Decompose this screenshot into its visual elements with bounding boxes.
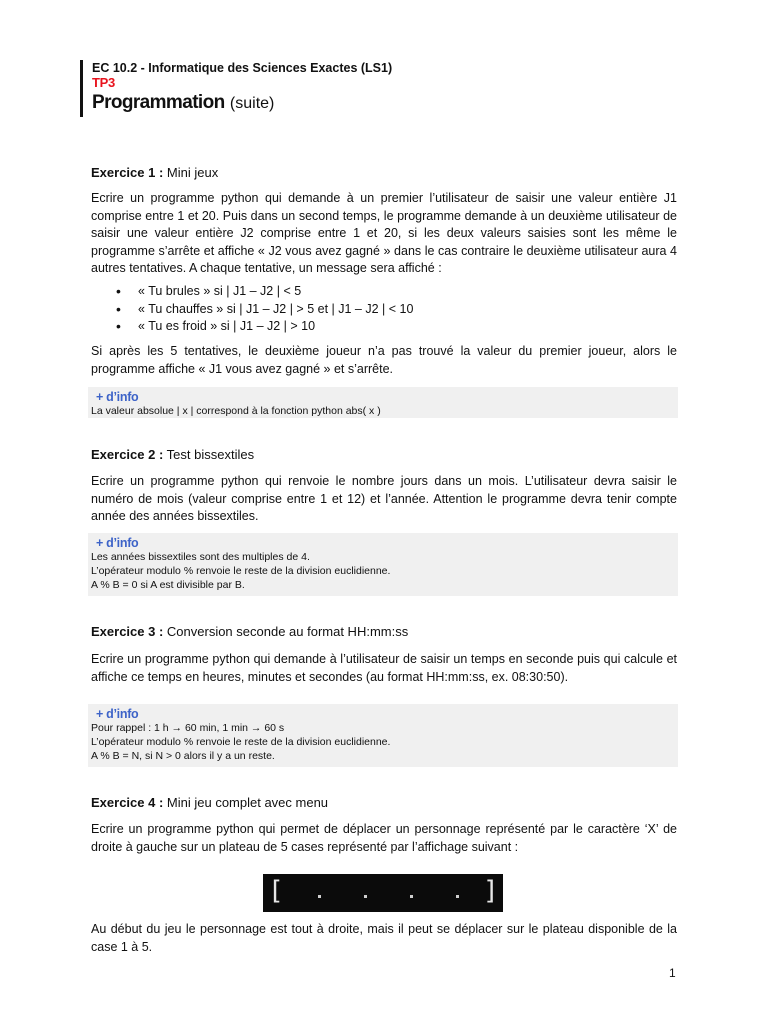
info-line: L’opérateur modulo % renvoie le reste de la division euclidienne.: [91, 736, 391, 748]
board-cell-dot: [410, 895, 413, 898]
info-line: Pour rappel : 1 h → 60 min, 1 min → 60 s: [91, 722, 285, 734]
exercise-1-paragraph-2: Si après les 5 tentatives, le deuxième joueur n’a pas trouvé la valeur du premier joueur, alors le programme affiche « J1 vous avez gagné » et s’arrête.: [91, 344, 677, 376]
exercise-2-label: Exercice 2 :: [91, 447, 164, 462]
info-line: La valeur absolue | x | correspond à la fonction python abs( x ): [91, 405, 381, 417]
info-title: + d’info: [96, 536, 139, 550]
exercise-4-heading: [91, 795, 328, 811]
exercise-4-label: Exercice 4 :: [91, 795, 164, 810]
exercise-1-bullet-list: [91, 283, 677, 336]
page-number: 1: [669, 966, 676, 980]
board-close-bracket: ]: [483, 876, 499, 906]
course-title: EC 10.2 - Informatique des Sciences Exactes (LS1): [92, 61, 393, 75]
info-title: + d’info: [96, 390, 139, 404]
board-open-bracket: [: [268, 876, 284, 906]
game-board-image: [263, 874, 503, 912]
exercise-1-label: Exercice 1 :: [91, 165, 164, 180]
exercise-3-heading: [91, 624, 408, 640]
exercise-1-name: Mini jeux: [166, 165, 219, 180]
exercise-1-paragraph-1: Ecrire un programme python qui demande à un premier l’utilisateur de saisir une valeur entière J1 comprise entre 1 et 20. Puis dans un second temps, le programme demande à un deuxième utilisateur de saisir une valeur entière J2 comprise entre 1 et 20, si les deux valeurs saisies sont les même le programme s’arrête et affiche « J2 vous avez gagné » dans le cas contraire le deuxième utilisateur aura 4 autres tentatives. A chaque tentative, un message sera affiché :: [91, 191, 677, 275]
exercise-1-info-box: [88, 387, 678, 418]
title-suffix: (suite): [229, 95, 275, 112]
exercise-2-name: Test bissextiles: [166, 447, 255, 462]
info-line: Les années bissextiles sont des multiples de 4.: [91, 551, 310, 563]
exercise-1-heading: [91, 165, 218, 181]
page-title: [92, 90, 392, 117]
title-main: Programmation: [92, 92, 225, 113]
board-cell-dot: [318, 895, 321, 898]
list-item: • « Tu chauffes » si | J1 – J2 | > 5 et | J1 – J2 | < 10: [91, 301, 677, 319]
info-line: A % B = 0 si A est divisible par B.: [91, 579, 245, 591]
board-cell-dot: [456, 895, 459, 898]
exercise-4-name: Mini jeu complet avec menu: [166, 795, 329, 810]
list-item: • « Tu brules » si | J1 – J2 | < 5: [91, 283, 677, 301]
exercise-3-name: Conversion seconde au format HH:mm:ss: [166, 624, 409, 639]
exercise-3-info-box: [88, 704, 678, 767]
document-header: [80, 60, 392, 117]
exercise-2-heading: [91, 447, 254, 463]
info-line: L’opérateur modulo % renvoie le reste de la division euclidienne.: [91, 565, 391, 577]
tp-label: TP3: [92, 75, 115, 90]
exercise-3-paragraph-1: Ecrire un programme python qui demande à l’utilisateur de saisir un temps en seconde puis qui calcule et affiche ce temps en heures, minutes et secondes (au format HH:mm:ss, ex. 08:30:50).: [91, 652, 677, 684]
info-title: + d’info: [96, 707, 139, 721]
list-item: • « Tu es froid » si | J1 – J2 | > 10: [91, 318, 677, 336]
board-cell-dot: [364, 895, 367, 898]
info-line: A % B = N, si N > 0 alors il y a un reste.: [91, 750, 275, 762]
exercise-4-paragraph-1: Ecrire un programme python qui permet de déplacer un personnage représenté par le caractère ‘X’ de droite à gauche sur un plateau de 5 cases représenté par l’affichage suivant :: [91, 822, 677, 854]
exercise-4-paragraph-2: Au début du jeu le personnage est tout à droite, mais il peut se déplacer sur le plateau disponible de la case 1 à 5.: [91, 922, 677, 954]
exercise-2-paragraph-1: Ecrire un programme python qui renvoie le nombre jours dans un mois. L’utilisateur devra saisir le numéro de mois (valeur comprise entre 1 et 12) et l’année. Attention le programme devra tenir compte année des années bissextiles.: [91, 474, 677, 523]
exercise-3-label: Exercice 3 :: [91, 624, 164, 639]
exercise-2-info-box: [88, 533, 678, 596]
